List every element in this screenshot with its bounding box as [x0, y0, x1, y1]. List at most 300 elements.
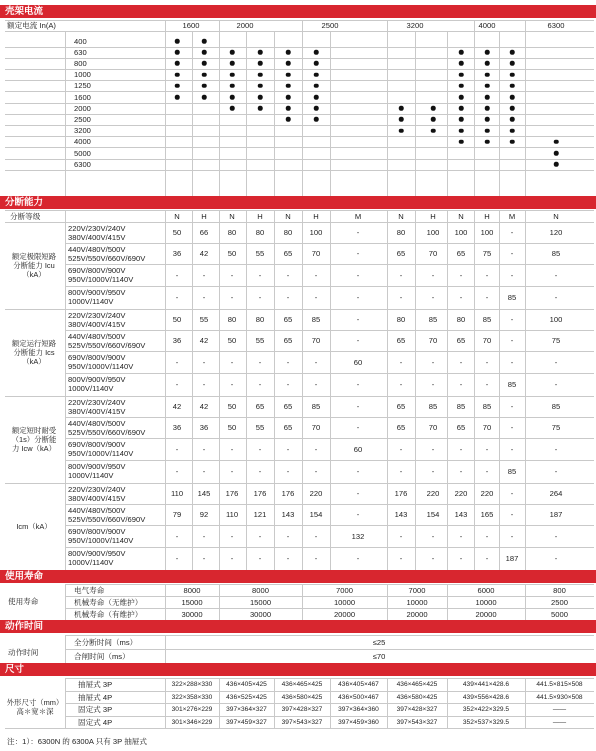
grid-line: [65, 608, 594, 609]
breaking-value: 80: [227, 315, 237, 324]
breaking-value: 36: [172, 336, 182, 345]
breaking-value: -: [175, 293, 179, 302]
breaking-value: -: [554, 467, 558, 476]
rated-current-value: 4000: [74, 137, 91, 147]
breaking-value: 187: [505, 554, 519, 563]
breaking-value: -: [431, 380, 435, 389]
breaking-value: 60: [353, 357, 363, 367]
breaking-value: -: [230, 554, 234, 563]
grid-line: [387, 584, 388, 620]
grid-line: [5, 47, 594, 48]
grid-line: [447, 584, 448, 620]
label-line: （kA）: [22, 270, 46, 279]
dimension-type: 抽屉式 4P: [78, 692, 113, 702]
breaking-value: 42: [199, 336, 209, 345]
action-value: ≤25: [372, 638, 386, 647]
dimension-value: ——: [552, 706, 567, 713]
breaking-value: -: [399, 293, 403, 302]
breaking-value: 65: [456, 423, 466, 432]
voltage-label: 800V/900V/950V: [68, 288, 126, 297]
dimension-value: 436×525×425: [226, 693, 267, 701]
dimension-label: [4, 698, 66, 716]
section-bar: [0, 663, 596, 676]
voltage-label: 525V/550V/660V/690V: [68, 428, 146, 437]
breaking-group-label: [5, 339, 63, 366]
action-item-name: 合闸时间（ms）: [74, 652, 130, 661]
label-line: 外形尺寸（mm）: [6, 698, 64, 707]
breaking-value: 36: [172, 423, 182, 432]
breaking-value: -: [459, 444, 463, 454]
grid-line: [5, 210, 594, 211]
label-line: 额定短时耐受: [11, 426, 57, 435]
grid-line: [447, 678, 448, 728]
grid-line: [302, 210, 303, 570]
breaking-value: -: [286, 380, 290, 389]
voltage-label: 220V/230V/240V: [68, 398, 126, 407]
grid-line: [5, 103, 594, 104]
filled-dot-mark: [554, 151, 559, 156]
breaking-value: -: [485, 357, 489, 367]
life-value: 7000: [336, 585, 353, 595]
breaking-value: 66: [199, 228, 209, 237]
grid-line: [5, 58, 594, 59]
dimension-value: 397×459×327: [226, 718, 267, 726]
filled-dot-mark: [399, 128, 404, 133]
dimension-value: 439×441×428.6: [462, 681, 510, 688]
filled-dot-mark: [286, 72, 291, 77]
filled-dot-mark: [258, 61, 263, 66]
grid-line: [5, 147, 594, 148]
grid-line: [474, 210, 475, 570]
frame-header-3200: 3200: [406, 21, 424, 30]
rated-current-value: 1250: [74, 81, 91, 91]
breaking-value: 75: [551, 423, 561, 432]
dimension-value: 397×364×360: [338, 706, 379, 713]
breaking-value: -: [230, 444, 234, 454]
breaking-value: -: [356, 249, 360, 258]
breaking-value: -: [459, 531, 463, 541]
filled-dot-mark: [510, 72, 515, 77]
dimension-value: 301×276×229: [171, 706, 213, 713]
life-value: 2500: [551, 597, 568, 607]
life-value: 8000: [183, 585, 201, 595]
breaking-value: -: [202, 444, 206, 454]
filled-dot-mark: [510, 95, 515, 100]
breaking-value: 50: [172, 228, 182, 237]
voltage-label: 950V/1000V/1140V: [68, 362, 134, 371]
dimension-type: 固定式 4P: [78, 717, 113, 727]
filled-dot-mark: [510, 61, 515, 66]
filled-dot-mark: [485, 117, 490, 122]
grid-line: [165, 678, 166, 728]
breaking-value: 50: [227, 336, 237, 345]
breaking-value: -: [230, 293, 234, 302]
breaking-value: -: [554, 531, 558, 541]
breaking-value: 65: [283, 315, 293, 324]
breaking-value: -: [175, 357, 179, 367]
filled-dot-mark: [459, 95, 464, 100]
filled-dot-mark: [175, 39, 180, 44]
breaking-value: -: [485, 554, 489, 563]
dimension-value: 441.5×815×508: [536, 681, 583, 688]
breaking-value: 65: [396, 402, 406, 411]
voltage-label: 690V/800V/900V: [68, 266, 126, 275]
breaking-value: -: [554, 444, 558, 454]
voltage-label: 950V/1000V/1140V: [68, 536, 134, 545]
breaking-value: 55: [255, 423, 265, 432]
section-bar: [0, 196, 596, 209]
dimension-value: 322×358×330: [171, 693, 213, 701]
breaking-value: 176: [394, 489, 408, 498]
breaking-value: -: [258, 444, 262, 454]
grid-line: [65, 635, 594, 636]
label-line: 力 Icw（kA）: [12, 444, 56, 453]
voltage-label: 800V/900V/950V: [68, 462, 126, 471]
grid-line: [246, 31, 247, 196]
filled-dot-mark: [510, 84, 515, 89]
dimension-value: 436×465×425: [396, 681, 438, 688]
grid-line: [165, 210, 166, 570]
grid-line: [65, 31, 66, 196]
breaking-value: 85: [482, 315, 492, 324]
breaking-grade: H: [313, 212, 319, 221]
breaking-value: 143: [454, 510, 468, 519]
breaking-value: -: [202, 357, 206, 367]
breaking-value: 154: [426, 510, 440, 519]
section-title: 使用寿命: [5, 571, 44, 582]
breaking-value: 220: [426, 489, 440, 498]
life-value: 15000: [249, 597, 272, 607]
rated-current-value: 800: [74, 58, 87, 68]
section-bar: [0, 570, 596, 583]
voltage-label: 220V/230V/240V: [68, 224, 126, 233]
grid-line: [192, 31, 193, 196]
breaking-value: 42: [199, 402, 209, 411]
filled-dot-mark: [510, 140, 515, 145]
breaking-value: -: [510, 402, 514, 411]
breaking-group-label: [5, 522, 63, 531]
breaking-value: 100: [426, 228, 440, 237]
breaking-value: 70: [428, 336, 438, 345]
frame-header-2000: 2000: [236, 21, 254, 30]
breaking-value: 70: [428, 249, 438, 258]
grid-line: [387, 210, 388, 570]
filled-dot-mark: [314, 117, 319, 122]
filled-dot-mark: [314, 84, 319, 89]
voltage-label: 525V/550V/660V/690V: [68, 341, 146, 350]
filled-dot-mark: [230, 50, 235, 55]
breaking-value: -: [510, 489, 514, 498]
breaking-value: -: [314, 554, 318, 563]
breaking-value: -: [356, 423, 360, 432]
dimension-value: 436×580×425: [281, 693, 323, 701]
label-line: 分断能力 Icu: [13, 261, 55, 270]
voltage-label: 440V/480V/500V: [68, 506, 126, 515]
breaking-grade: N: [285, 212, 291, 221]
breaking-value: 176: [281, 489, 295, 498]
voltage-label: 690V/800V/900V: [68, 527, 126, 536]
grid-line: [387, 31, 388, 196]
breaking-value: 65: [283, 423, 293, 432]
dimension-value: 439×556×428.6: [462, 693, 510, 701]
filled-dot-mark: [314, 61, 319, 66]
grid-line: [330, 210, 331, 570]
grid-line: [274, 678, 275, 728]
breaking-value: 75: [551, 336, 561, 345]
filled-dot-mark: [510, 50, 515, 55]
voltage-label: 1000V/1140V: [68, 384, 114, 393]
breaking-value: -: [175, 380, 179, 389]
breaking-value: -: [175, 531, 179, 541]
breaking-value: -: [175, 444, 179, 454]
breaking-value: 65: [283, 402, 293, 411]
filled-dot-mark: [258, 50, 263, 55]
breaking-value: -: [175, 270, 179, 280]
dimension-value: 397×428×327: [396, 706, 438, 713]
breaking-value: 60: [353, 444, 363, 454]
breaking-value: -: [431, 554, 435, 563]
life-value: 10000: [333, 597, 356, 607]
breaking-value: -: [286, 357, 290, 367]
voltage-label: 525V/550V/660V/690V: [68, 515, 146, 524]
grid-line: [5, 309, 594, 310]
footnote: 注：1）：6300N 的 6300A 只有 3P 抽屉式: [7, 737, 147, 746]
grid-line: [5, 396, 594, 397]
filled-dot-mark: [485, 72, 490, 77]
breaking-value: -: [202, 293, 206, 302]
dimension-value: 397×543×327: [396, 718, 438, 726]
breaking-value: 70: [428, 423, 438, 432]
breaking-value: -: [459, 554, 463, 563]
breaking-value: 55: [199, 315, 209, 324]
grid-line: [165, 635, 166, 663]
breaking-value: -: [314, 380, 318, 389]
grid-line: [165, 584, 166, 620]
grid-line: [330, 678, 331, 728]
breaking-value: -: [258, 293, 262, 302]
breaking-value: 80: [396, 315, 406, 324]
breaking-value: -: [286, 554, 290, 563]
grid-line: [499, 31, 500, 196]
breaking-value: -: [286, 293, 290, 302]
breaking-value: 50: [227, 249, 237, 258]
voltage-label: 1000V/1140V: [68, 471, 114, 480]
breaking-value: 80: [255, 228, 265, 237]
filled-dot-mark: [286, 50, 291, 55]
breaking-value: 176: [253, 489, 267, 498]
breaking-value: -: [554, 293, 558, 302]
breaking-value: 85: [507, 293, 517, 302]
breaking-value: 70: [311, 423, 321, 432]
dimension-value: 322×288×330: [171, 681, 213, 688]
life-value: 6000: [477, 585, 495, 595]
breaking-value: 121: [253, 510, 267, 519]
grid-line: [65, 596, 594, 597]
grid-line: [5, 69, 594, 70]
breaking-grade: M: [508, 212, 516, 221]
breaking-value: -: [314, 444, 318, 454]
breaking-value: -: [510, 423, 514, 432]
breaking-value: 80: [396, 228, 406, 237]
dimension-value: 397×364×327: [226, 706, 267, 713]
breaking-value: -: [510, 228, 514, 237]
grid-line: [525, 31, 526, 196]
breaking-value: -: [286, 467, 290, 476]
breaking-value: -: [485, 380, 489, 389]
breaking-grade: H: [430, 212, 436, 221]
dimension-value: 397×428×327: [281, 706, 323, 713]
breaking-value: 65: [396, 423, 406, 432]
voltage-label: 950V/1000V/1140V: [68, 275, 134, 284]
grid-line: [165, 31, 166, 196]
breaking-value: -: [356, 315, 360, 324]
section-bar: [0, 620, 596, 633]
filled-dot-mark: [459, 50, 464, 55]
rated-current-value: 2000: [74, 103, 91, 113]
filled-dot-mark: [314, 95, 319, 100]
life-value: 5000: [551, 609, 568, 619]
breaking-value: -: [554, 357, 558, 367]
action-time-label: 动作时间: [8, 648, 39, 657]
breaking-value: -: [431, 467, 435, 476]
breaking-value: 42: [199, 249, 209, 258]
grid-line: [219, 584, 220, 620]
filled-dot-mark: [485, 140, 490, 145]
breaking-value: 55: [255, 336, 265, 345]
rated-current-value: 630: [74, 47, 87, 57]
breaking-value: -: [356, 510, 360, 519]
breaking-grade: M: [354, 212, 362, 221]
breaking-value: -: [230, 270, 234, 280]
breaking-grade: N: [553, 212, 559, 221]
breaking-value: -: [356, 293, 360, 302]
filled-dot-mark: [202, 95, 207, 100]
filled-dot-mark: [554, 140, 559, 145]
rated-current-value: 3200: [74, 126, 91, 136]
breaking-value: -: [431, 357, 435, 367]
filled-dot-mark: [399, 117, 404, 122]
dimension-value: 397×459×360: [338, 718, 379, 726]
breaking-value: 110: [225, 510, 239, 519]
breaking-value: -: [202, 270, 206, 280]
breaking-value: 100: [480, 228, 494, 237]
filled-dot-mark: [230, 95, 235, 100]
dimension-value: 436×405×425: [226, 681, 267, 688]
breaking-value: -: [356, 489, 360, 498]
breaking-value: -: [356, 228, 360, 237]
grid-line: [5, 114, 594, 115]
filled-dot-mark: [202, 84, 207, 89]
rated-current-value: 1600: [74, 92, 91, 102]
breaking-value: 65: [456, 336, 466, 345]
breaking-value: -: [459, 380, 463, 389]
filled-dot-mark: [485, 84, 490, 89]
breaking-value: -: [459, 467, 463, 476]
breaking-value: 65: [283, 336, 293, 345]
frame-header-2500: 2500: [321, 21, 339, 30]
filled-dot-mark: [459, 117, 464, 122]
breaking-value: 176: [225, 489, 239, 498]
voltage-label: 1000V/1140V: [68, 297, 114, 306]
breaking-grade: N: [229, 212, 235, 221]
life-value: 30000: [181, 609, 203, 619]
dimension-value: 352×422×329.5: [462, 706, 510, 713]
breaking-value: -: [485, 467, 489, 476]
breaking-value: -: [356, 336, 360, 345]
grid-line: [330, 31, 331, 196]
filled-dot-mark: [258, 95, 263, 100]
breaking-value: 79: [172, 510, 182, 519]
life-value: 8000: [252, 585, 269, 595]
grid-line: [5, 125, 594, 126]
breaking-value: 50: [227, 402, 237, 411]
breaking-value: -: [258, 554, 262, 563]
life-value: 800: [553, 585, 566, 595]
breaking-value: -: [314, 531, 318, 541]
filled-dot-mark: [485, 128, 490, 133]
breaking-value: 75: [482, 249, 492, 258]
breaking-value: -: [510, 336, 514, 345]
section-bar: [0, 5, 596, 18]
breaking-value: -: [286, 444, 290, 454]
filled-dot-mark: [175, 72, 180, 77]
breaking-value: -: [314, 293, 318, 302]
breaking-group-label: [5, 426, 63, 453]
breaking-value: -: [431, 270, 435, 280]
voltage-label: 220V/230V/240V: [68, 311, 126, 320]
grid-line: [246, 210, 247, 570]
breaking-value: -: [356, 270, 360, 280]
label-line: 分断能力 Ics: [13, 348, 55, 357]
grid-line: [274, 210, 275, 570]
breaking-value: 70: [311, 249, 321, 258]
grid-line: [65, 635, 66, 663]
voltage-label: 380V/400V/415V: [68, 494, 126, 503]
voltage-label: 690V/800V/900V: [68, 440, 126, 449]
breaking-value: -: [399, 380, 403, 389]
breaking-value: 80: [283, 228, 293, 237]
grid-line: [447, 31, 448, 196]
breaking-value: 80: [456, 315, 466, 324]
frame-header-6300: 6300: [547, 21, 565, 30]
breaking-value: -: [286, 531, 290, 541]
voltage-label: 690V/800V/900V: [68, 353, 126, 362]
life-item-name: 机械寿命（有维护）: [74, 609, 143, 619]
breaking-group-label: [5, 252, 63, 279]
breaking-value: -: [510, 357, 514, 367]
rated-current-value: 5000: [74, 148, 91, 158]
breaking-value: -: [399, 444, 403, 454]
breaking-value: -: [258, 357, 262, 367]
life-item-name: 电气寿命: [74, 585, 105, 595]
grid-line: [274, 31, 275, 196]
breaking-value: 85: [551, 402, 561, 411]
breaking-value: -: [485, 293, 489, 302]
grid-line: [65, 649, 594, 650]
breaking-value: -: [202, 467, 206, 476]
life-value: 20000: [475, 609, 497, 619]
breaking-value: -: [510, 270, 514, 280]
breaking-value: -: [485, 531, 489, 541]
breaking-value: 80: [227, 228, 237, 237]
breaking-value: -: [230, 357, 234, 367]
breaking-value: -: [258, 467, 262, 476]
section-title: 动作时间: [5, 621, 44, 632]
breaking-value: 85: [311, 315, 321, 324]
grid-line: [415, 210, 416, 570]
breaking-value: -: [230, 467, 234, 476]
voltage-label: 220V/230V/240V: [68, 485, 126, 494]
